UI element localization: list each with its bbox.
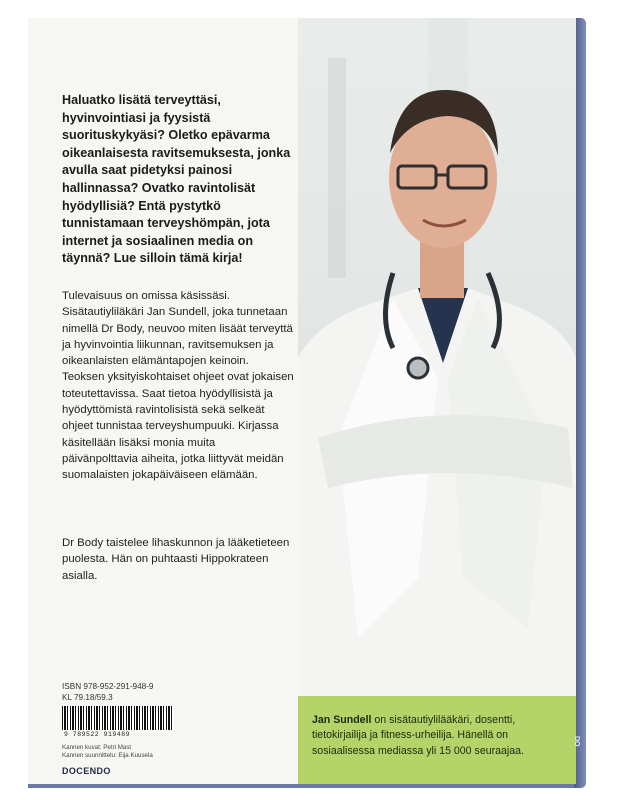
author-bio-text: on sisätautiylilääkäri, dosentti, tietokirjailija ja fitness-urheilija. Hänellä on sosiaalisessa mediassa yli 15 000 seuraajaa.: [312, 714, 524, 757]
author-name: Jan Sundell: [312, 714, 372, 726]
publisher-logo: DOCENDO: [62, 766, 111, 776]
author-photo: [298, 18, 576, 784]
credit-photos: Kannen kuvat: Petri Mast: [62, 744, 132, 751]
library-class: KL 79.18/59.3: [62, 692, 113, 702]
barcode-digits: 9 789522 919489: [64, 731, 131, 738]
body-paragraph: Dr Body taistelee lihaskunnon ja lääketieteen puolesta. Hän on puhtaasti Hippokrateen asialla.: [62, 537, 290, 582]
isbn-number: ISBN 978-952-291-948-9: [62, 682, 154, 691]
author-bio: [312, 713, 567, 759]
body-paragraph: Tulevaisuus on omissa käsissäsi. Sisätautiyliläkäri Jan Sundell, joka tunnetaan nimellä Dr Body, neuvoo miten lisäät terveyttä ja hyvinvointia liikunnan, ravitsemuksen ja oikeanlaisten elämäntapojen keinoin. Teoksen yksityiskohtaiset ohjeet ovat jokaisen toteutettavissa. Saat tietoa hyödyllisistä ja hyödyttömistä ravintolisistä sekä selkeät ohjeet tunnistaa terveyshumpuuki. Kirjassa käsitellään lisäksi monia muita päivänpolttavia aiheita, jotka liittyvät meidän suomalaisten jokapäiväiseen elämään.: [62, 290, 294, 482]
spine-publisher-label: DO: [573, 736, 580, 747]
cover-credits: [62, 744, 153, 761]
barcode-image: [62, 706, 174, 730]
isbn-block: [62, 682, 154, 703]
credit-design: Kannen suunnittelu: Eija Kuusela: [62, 752, 153, 760]
back-cover: [28, 18, 576, 784]
doctor-illustration: [298, 18, 576, 784]
intro-text: Haluatko lisätä terveyttäsi, hyvinvointiasi ja fyysistä suorituskykyäsi? Oletko epävarma oikeanlaisesta ravitsemuksesta, jonka avulla saat pidetyksi painosi hallinnassa? Ovatko ravintolisät hyödyllisiä? Entä pystytkö tunnistamaan terveyshömpän, jota internet ja sosiaalinen media on täynnä? Lue silloin tämä kirja!: [62, 93, 291, 266]
